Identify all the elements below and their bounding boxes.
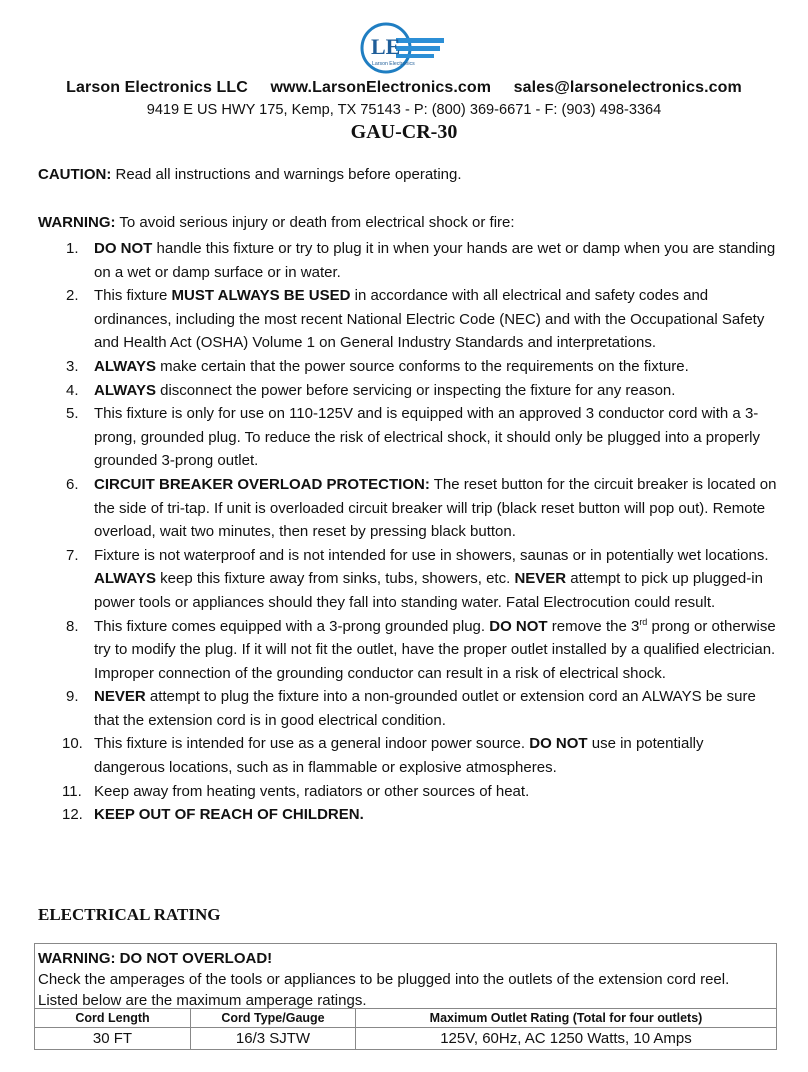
caution-statement: [38, 166, 462, 183]
electrical-rating-heading: ELECTRICAL RATING: [38, 905, 221, 924]
logo-initials: LE: [371, 34, 401, 59]
email-link[interactable]: sales@larsonelectronics.com: [513, 79, 742, 96]
list-item: 2. This fixture MUST ALWAYS BE USED in accordance with all electrical and safety codes and ordinances, including the most recent National Electric Code (NEC) and with the Occupational Safety and Health Act (OSHA) Volume 1 on General Industry Standards and interpretations.: [66, 287, 765, 352]
table-row: [35, 1028, 777, 1050]
table-header-row: [35, 1009, 777, 1028]
website-link[interactable]: www.LarsonElectronics.com: [270, 79, 492, 96]
list-item: 5. This fixture is only for use on 110-125V and is equipped with an approved 3 conductor cord with a 3-prong, grounded plug. To reduce the risk of electrical shock, it should only be plugged into a properly grounded 3-prong outlet.: [66, 405, 760, 470]
list-item: 6. CIRCUIT BREAKER OVERLOAD PROTECTION: The reset button for the circuit breaker is located on the side of tri-tap. If unit is overloaded circuit breaker will trip (black reset button will pop out). Remote overload, wait two minutes, then reset by pressing black button.: [66, 475, 777, 541]
list-item: 4. ALWAYS disconnect the power before servicing or inspecting the fixture for any reason.: [66, 381, 676, 399]
list-item: 8. This fixture comes equipped with a 3-prong grounded plug. DO NOT remove the 3rd prong or otherwise try to modify the plug. If it will not fit the outlet, have the proper outlet installed by a qualified electrician. Improper connection of the grounding conductor can result in a risk of electrical shock.: [66, 616, 776, 682]
table-cell: 125V, 60Hz, AC 1250 Watts, 10 Amps: [356, 1028, 777, 1050]
company-contact-line: [0, 79, 808, 97]
caution-text: Read all instructions and warnings before operating.: [111, 166, 462, 183]
column-header: Maximum Outlet Rating (Total for four outlets): [356, 1009, 777, 1028]
list-item: 1. DO NOT handle this fixture or try to plug it in when your hands are wet or damp when you are standing on a wet or damp surface or in water.: [66, 240, 776, 281]
warning-text: To avoid serious injury or death from electrical shock or fire:: [115, 214, 515, 231]
overload-warning-box: [34, 943, 777, 1011]
logo-caption: Larson Electronics: [372, 61, 415, 67]
ratings-table: [34, 1008, 777, 1050]
larson-electronics-logo-icon: [360, 22, 446, 74]
column-header: Cord Length: [35, 1009, 191, 1028]
table-cell: 30 FT: [35, 1028, 191, 1050]
list-item: 12. KEEP OUT OF REACH OF CHILDREN.: [62, 806, 364, 824]
warning-list: [38, 237, 778, 827]
overload-warning-text: Check the amperages of the tools or appliances to be plugged into the outlets of the extension cord reel. Listed below are the maximum amperage ratings.: [38, 971, 730, 1009]
list-item: 10. This fixture is intended for use as a general indoor power source. DO NOT use in potentially dangerous locations, such as in flammable or explosive atmospheres.: [62, 735, 704, 777]
company-name: Larson Electronics LLC: [66, 79, 248, 96]
model-number: GAU-CR-30: [350, 121, 458, 143]
warning-label: WARNING:: [38, 214, 116, 231]
table-cell: 16/3 SJTW: [191, 1028, 356, 1050]
address-line: 9419 E US HWY 175, Kemp, TX 75143 - P: (800) 369-6671 - F: (903) 498-3364: [146, 102, 662, 118]
list-item: 11. Keep away from heating vents, radiators or other sources of heat.: [62, 782, 530, 800]
list-item: 7. Fixture is not waterproof and is not intended for use in showers, saunas or in potentially wet locations. ALWAYS keep this fixture away from sinks, tubs, showers, etc. NEVER attempt to pick up plugged-in power tools or appliances should they fall into standing water. Fatal Electrocution could result.: [66, 546, 769, 611]
warning-statement: [38, 214, 515, 231]
caution-label: CAUTION:: [38, 166, 112, 183]
list-item: 9. NEVER attempt to plug the fixture into a non-grounded outlet or extension cord an ALWAYS be sure that the extension cord is in good electrical condition.: [66, 688, 756, 729]
list-item: 3. ALWAYS make certain that the power source conforms to the requirements on the fixture.: [66, 357, 689, 375]
overload-warning-title: WARNING: DO NOT OVERLOAD!: [38, 950, 273, 967]
column-header: Cord Type/Gauge: [191, 1009, 356, 1028]
